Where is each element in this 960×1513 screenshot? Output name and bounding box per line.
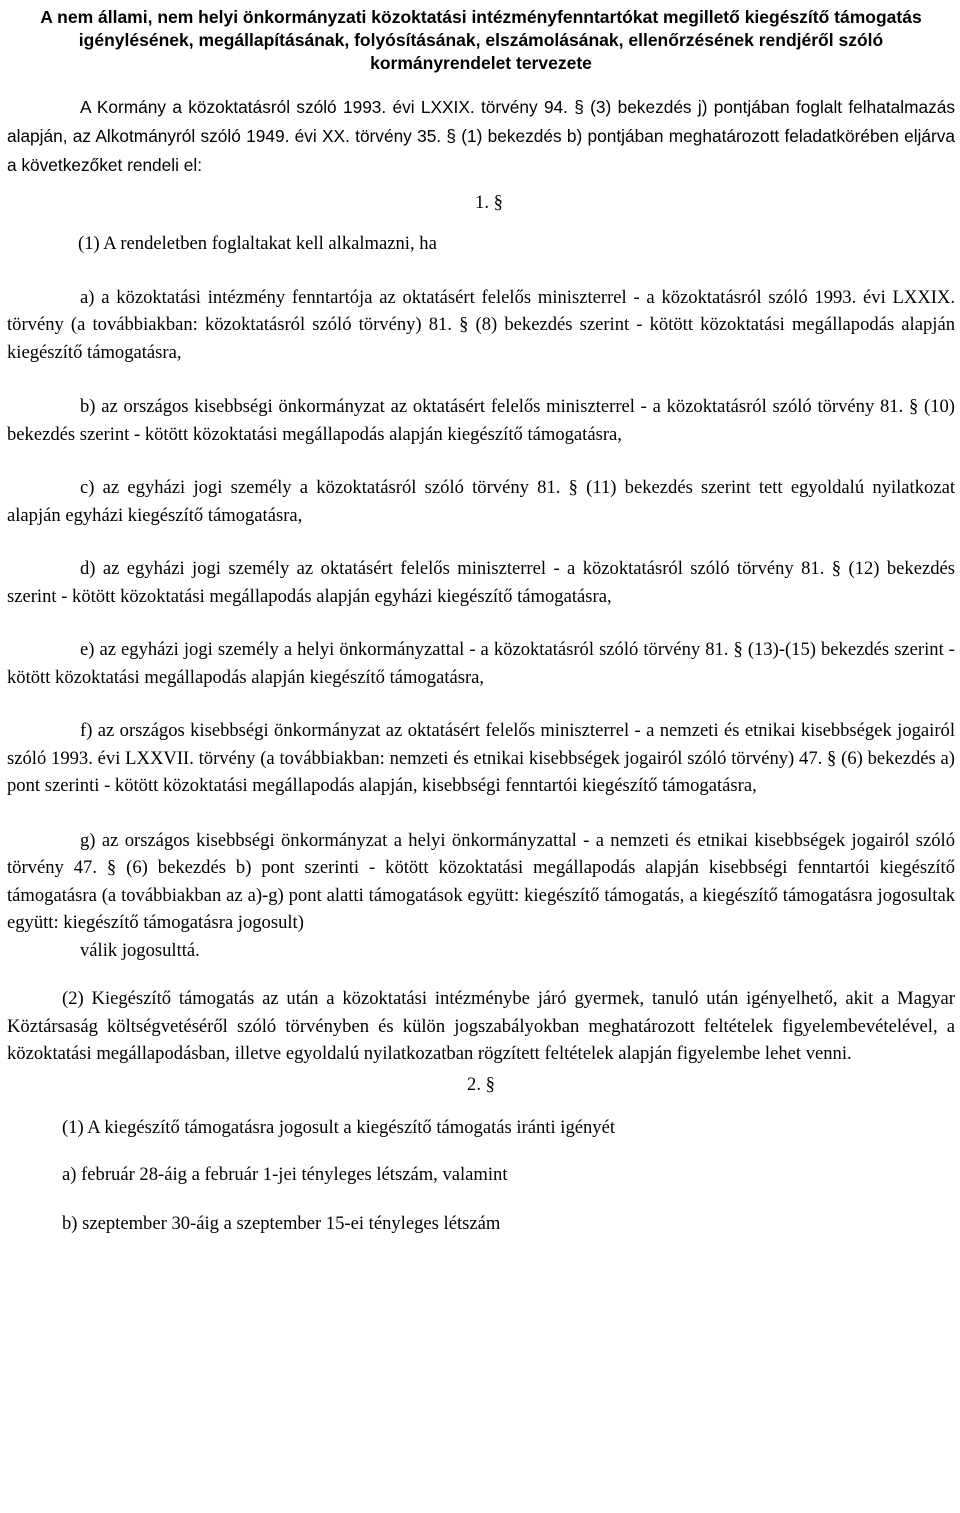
section-1-closing: válik jogosulttá. <box>80 939 200 961</box>
section-1-paragraph-2: (2) Kiegészítő támogatás az után a közoktatási intézménybe járó gyermek, tanuló után igényelhető, akit a Magyar Köztársaság költségvetéséről szóló törvényben és külön jogszabályokban meghatározott feltételek figyelembevételével, a közoktatási megállapodásban, illetve egyoldalú nyilatkozatban rögzített feltételek alapján figyelembe lehet venni. <box>7 988 955 1064</box>
document-title: A nem állami, nem helyi önkormányzati közoktatási intézményfenntartókat megillető kiegészítő támogatás igénylésének, megállapításának, folyósításának, elszámolásának, ellenőrzésének rendjéről szóló kormányrendelet tervezete <box>40 7 922 73</box>
section-1-number: 1. § <box>475 192 503 213</box>
section-1-point-b: b) az országos kisebbségi önkormányzat az oktatásért felelős miniszterrel - a közoktatásról szóló törvény 81. § (10) bekezdés szerint - kötött közoktatási megállapodás alapján kiegészítő támogatásra, <box>7 396 955 445</box>
section-1-point-e: e) az egyházi jogi személy a helyi önkormányzattal - a közoktatásról szóló törvény 81. § (13)-(15) bekezdés szerint - kötött közoktatási megállapodás alapján kiegészítő támogatásra, <box>7 639 955 688</box>
document-page <box>7 0 955 1237</box>
section-1-point-f: f) az országos kisebbségi önkormányzat az oktatásért felelős miniszterrel - a nemzeti és etnikai kisebbségek jogairól szóló 1993. évi LXXVII. törvény (a továbbiakban: nemzeti és etnikai kisebbségek jogairól szóló törvény) 47. § (6) bekezdés a) pont szerinti - kötött közoktatási megállapodás alapján, kisebbségi fenntartói kiegészítő támogatásra, <box>7 720 955 796</box>
preamble: A Kormány a közoktatásról szóló 1993. évi LXXIX. törvény 94. § (3) bekezdés j) pontjában foglalt felhatalmazás alapján, az Alkotmányról szóló 1949. évi XX. törvény 35. § (1) bekezdés b) pontjában meghatározott feladatkörében eljárva a következőket rendeli el: <box>7 97 955 175</box>
section-2-number: 2. § <box>467 1073 495 1095</box>
section-2-paragraph-1: (1) A kiegészítő támogatásra jogosult a kiegészítő támogatás iránti igényét <box>62 1116 616 1138</box>
section-1-point-d: d) az egyházi jogi személy az oktatásért felelős miniszterrel - a közoktatásról szóló törvény 81. § (12) bekezdés szerint - kötött közoktatási megállapodás alapján egyházi kiegészítő támogatásra, <box>7 558 955 607</box>
section-2-point-b: b) szeptember 30-áig a szeptember 15-ei tényleges létszám <box>62 1212 501 1234</box>
section-1-point-a: a) a közoktatási intézmény fenntartója az oktatásért felelős miniszterrel - a közoktatásról szóló 1993. évi LXXIX. törvény (a továbbiakban: közoktatásról szóló törvény) 81. § (8) bekezdés szerint - kötött közoktatási megállapodás alapján kiegészítő támogatásra, <box>7 286 955 363</box>
section-1-paragraph-1-intro: (1) A rendeletben foglaltakat kell alkalmazni, ha <box>78 233 437 254</box>
section-1-point-g: g) az országos kisebbségi önkormányzat a helyi önkormányzattal - a nemzeti és etnikai kisebbségek jogairól szóló törvény 47. § (6) bekezdés b) pont szerinti - kötött közoktatási megállapodás alapján kisebbségi fenntartói kiegészítő támogatásra (a továbbiakban az a)-g) pont alatti támogatások együtt: kiegészítő támogatás, a kiegészítő támogatásra jogosultak együtt: kiegészítő támogatásra jogosult) <box>7 829 955 933</box>
section-2-point-a: a) február 28-áig a február 1-jei tényleges létszám, valamint <box>62 1164 508 1185</box>
section-1-point-c: c) az egyházi jogi személy a közoktatásról szóló törvény 81. § (11) bekezdés szerint tett egyoldalú nyilatkozat alapján egyházi kiegészítő támogatásra, <box>7 477 955 526</box>
